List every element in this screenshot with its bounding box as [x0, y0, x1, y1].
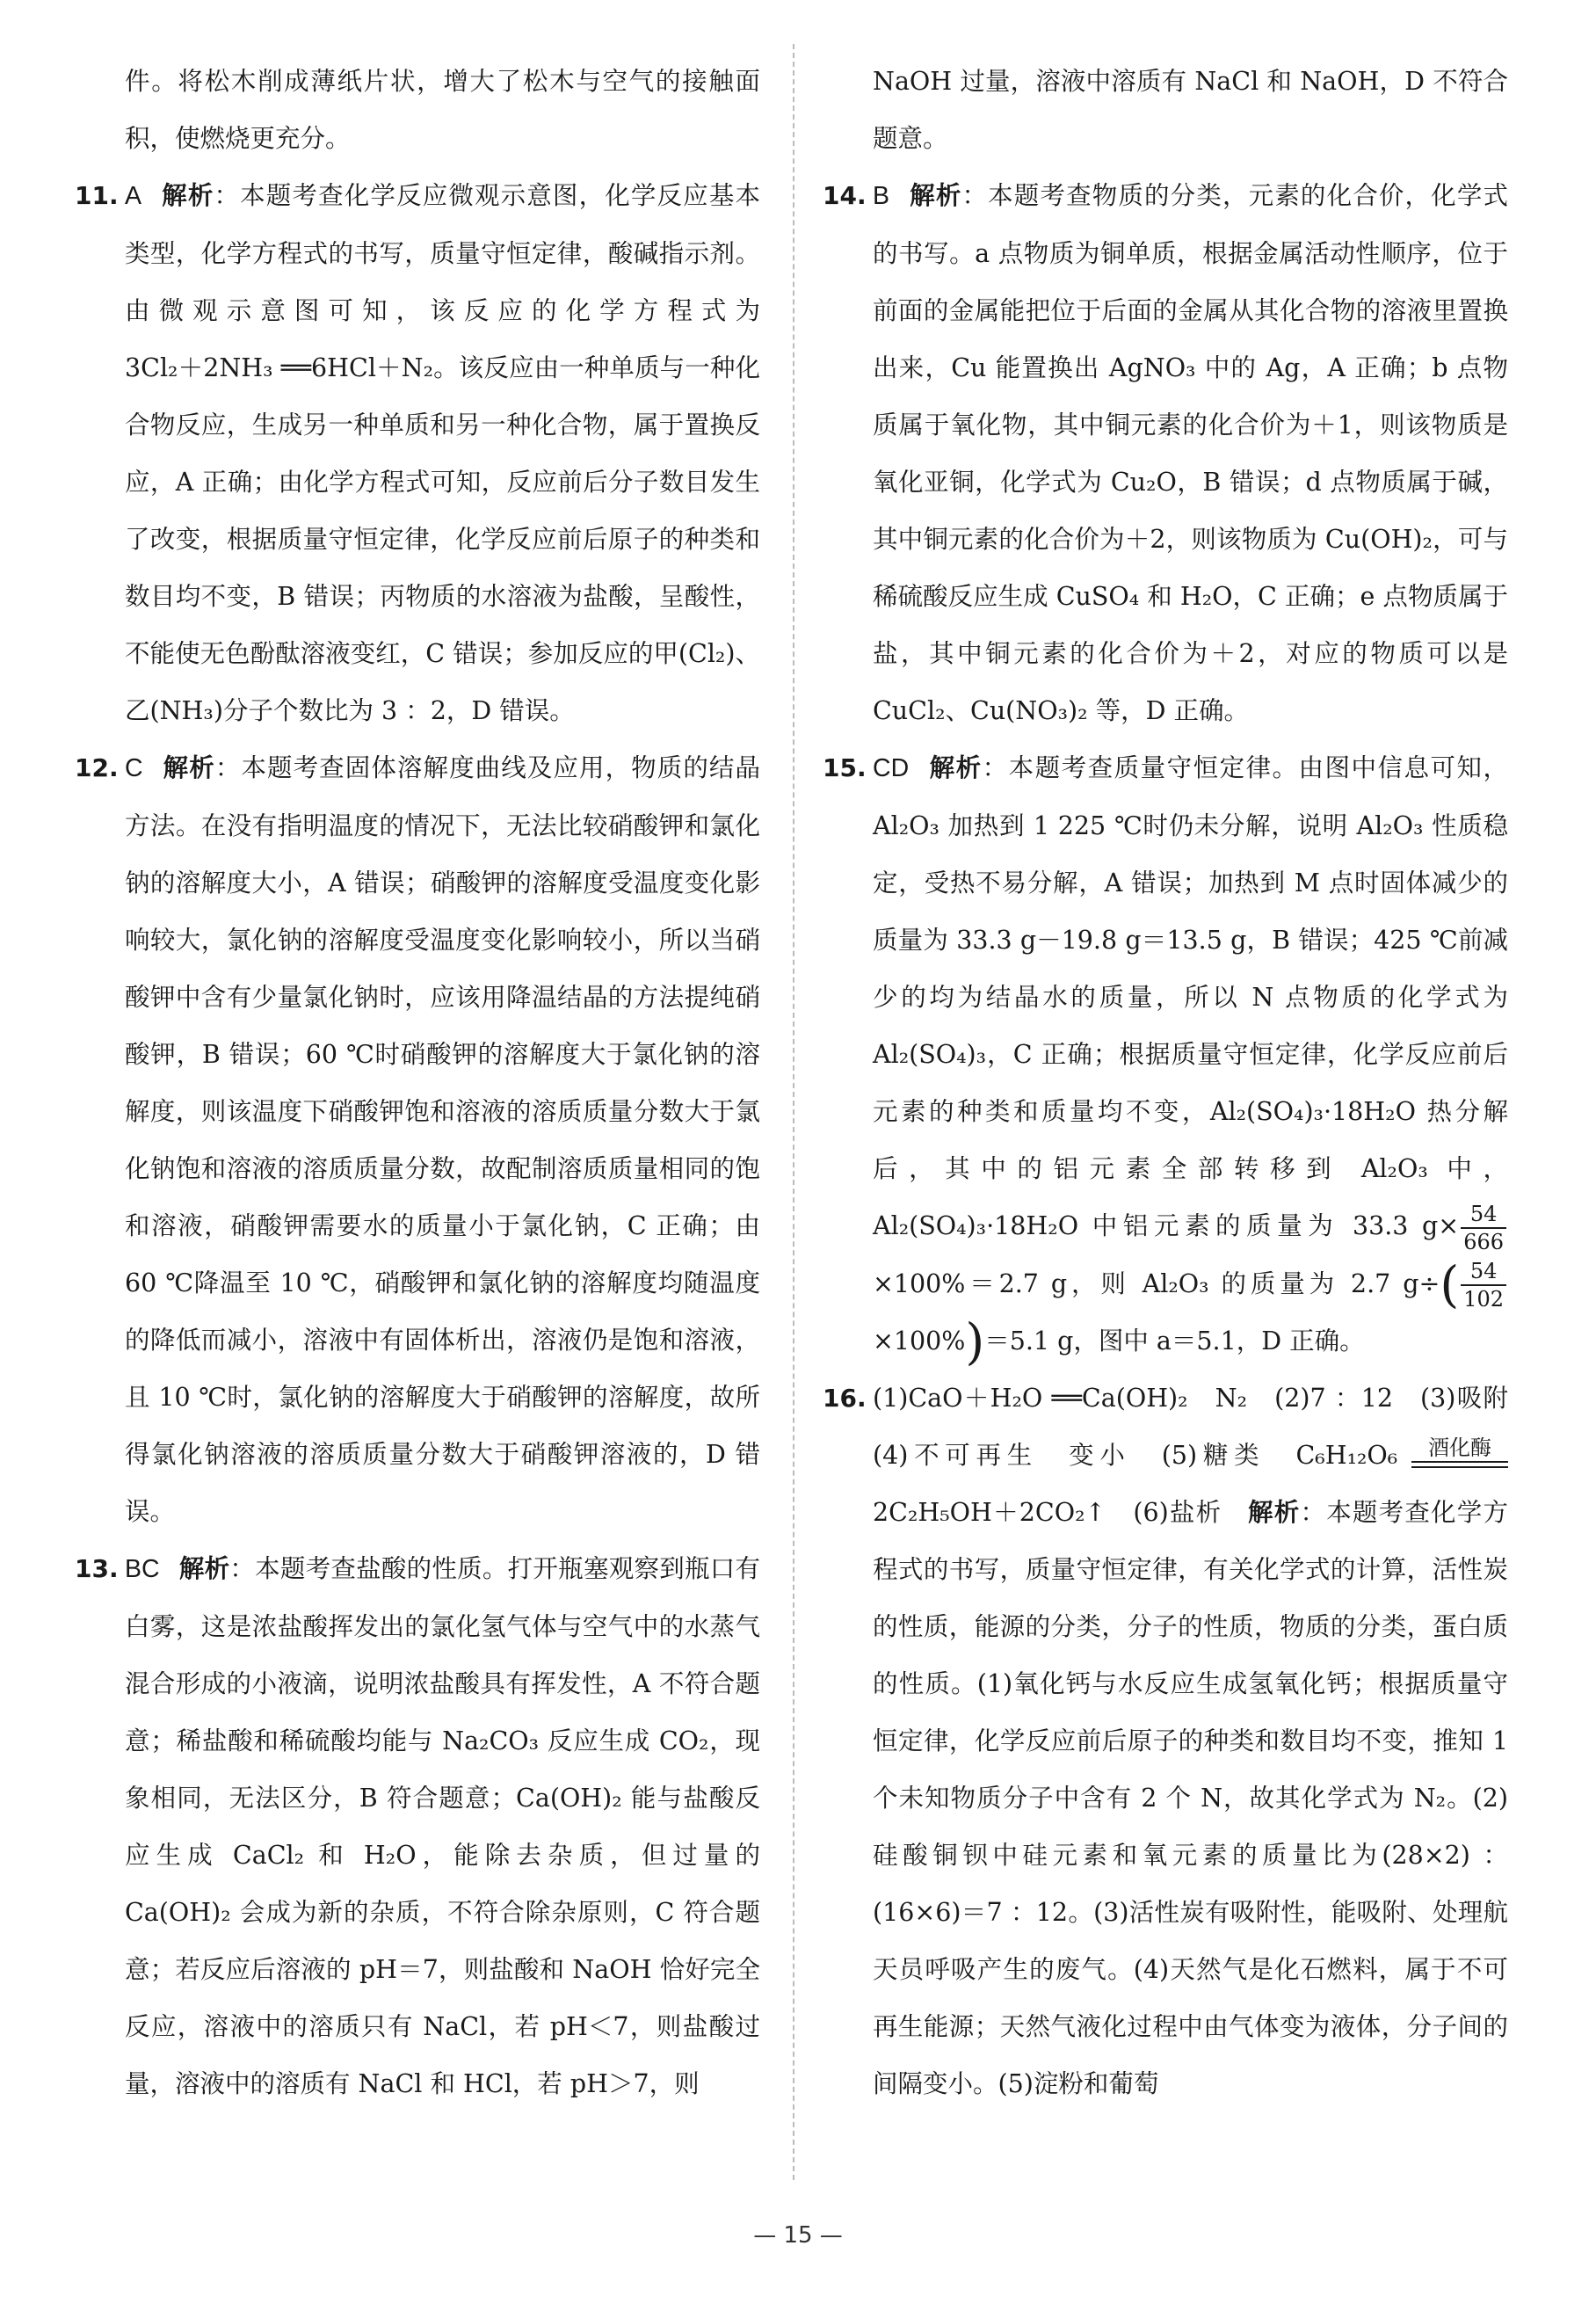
column-divider: [793, 44, 794, 2180]
analysis-label: 解析 ：: [179, 1553, 256, 1583]
analysis-label: 解析 ：: [161, 180, 240, 210]
left-column: [75, 53, 760, 2112]
answer-text: 2C₂H₅OH＋2CO₂↑ (6)盐析: [873, 1498, 1249, 1527]
question-12: [75, 739, 760, 1540]
analysis-text: ＝5.1 g，图中 a＝5.1，D 正确。: [984, 1326, 1365, 1356]
reaction-condition: [1411, 1436, 1508, 1484]
chemical-equation: 3Cl₂＋2NH₃ ══6HCl＋N₂: [125, 353, 434, 382]
analysis-label: 解析 ：: [928, 752, 1008, 782]
analysis-label: 解析 ：: [909, 180, 988, 210]
analysis-text: 本题考查固体溶解度曲线及应用，物质的结晶方法。在没有指明温度的情况下，无法比较硝酸钾和氯化钠的溶解度大小，A 错误；硝酸钾的溶解度受温度变化影响较大，氯化钠的溶解度受温度变化影响较小，所以当硝酸钾中含有少量氯化钠时，应该用降温结晶的方法提纯硝酸钾，B 错误；60 ℃时硝酸钾的溶解度大于氯化钠的溶解度，则该温度下硝酸钾饱和溶液的溶质质量分数大于氯化钠饱和溶液的溶质质量分数，故配制溶质质量相同的饱和溶液，硝酸钾需要水的质量小于氯化钠，C 正确；由 60 ℃降温至 10 ℃，硝酸钾和氯化钠的溶解度均随温度的降低而减小，溶液中有固体析出，溶液仍是饱和溶液，且 10 ℃时，氯化钠的溶解度大于硝酸钾的溶解度，故所得氯化钠溶液的溶质质量分数大于硝酸钾溶液的，D 错误。: [125, 753, 760, 1526]
question-number: 13.: [75, 1554, 119, 1583]
analysis-text: ×100%: [873, 1326, 966, 1356]
answer-key: B: [873, 182, 890, 210]
analysis-text: 本题考查化学方程式的书写，质量守恒定律，有关化学式的计算，活性炭的性质，能源的分类，分子的性质，物质的分类，蛋白质的性质。(1)氧化钙与水反应生成氢氧化钙；根据质量守恒定律，化学反应前后原子的种类和数目均不变，推知 1 个未知物质分子中含有 2 个 N，故其化学式为 N₂。(2)硅酸铜钡中硅元素和氧元素的质量比为(28×2) ：(16×6)＝7 ：12。(3)活性炭有吸附性，能吸附、处理航天员呼吸产生的废气。(4)天然气是化石燃料，属于不可再生能源；天然气液化过程中由气体变为液体，分子间的间隔变小。(5)淀粉和葡萄: [873, 1498, 1508, 2098]
answer-key: C: [125, 754, 143, 782]
analysis-text: 本题考查盐酸的性质。打开瓶塞观察到瓶口有白雾，这是浓盐酸挥发出的氯化氢气体与空气中的水蒸气混合形成的小液滴，说明浓盐酸具有挥发性，A 不符合题意；稀盐酸和稀硫酸均能与 Na₂CO₃ 反应生成 CO₂，现象相同，无法区分，B 符合题意；Ca(OH)₂ 能与盐酸反应生成 CaCl₂ 和 H₂O，能除去杂质，但过量的 Ca(OH)₂ 会成为新的杂质，不符合除杂原则，C 符合题意；若反应后溶液的 pH＝7，则盐酸和 NaOH 恰好完全反应，溶液中的溶质只有 NaCl，若 pH＜7，则盐酸过量，溶液中的溶质有 NaCl 和 HCl，若 pH＞7，则: [125, 1554, 760, 2098]
left-paren: (: [1440, 1256, 1460, 1313]
right-paren: ): [965, 1313, 985, 1371]
q10-continuation: 件。将松木削成薄纸片状，增大了松木与空气的接触面积，使燃烧更充分。: [125, 67, 760, 153]
analysis-text: ×100%＝2.7 g，则 Al₂O₃ 的质量为 2.7 g÷: [873, 1268, 1440, 1298]
question-number: 14.: [823, 181, 867, 210]
answer-key: A: [125, 182, 142, 210]
page-number: 15: [783, 2222, 813, 2249]
question-number: 11.: [75, 181, 119, 210]
analysis-text: 本题考查化学反应微观示意图，化学反应基本类型，化学方程式的书写，质量守恒定律，酸碱指示剂。由微观示意图可知，该反应的化学方程式为: [125, 181, 760, 325]
page-footer: — 15 —: [753, 2222, 843, 2249]
question-16: [823, 1370, 1534, 2112]
analysis-label: 解析 ：: [163, 752, 242, 782]
q13-continuation: NaOH 过量，溶液中溶质有 NaCl 和 NaOH，D 不符合题意。: [873, 67, 1508, 153]
question-number: 16.: [823, 1384, 867, 1413]
answer-key: CD: [873, 754, 910, 782]
fraction-denominator: 666: [1461, 1227, 1506, 1255]
analysis-text: 本题考查物质的分类，元素的化合价，化学式的书写。a 点物质为铜单质，根据金属活动性顺序，位于前面的金属能把位于后面的金属从其化合物的溶液里置换出来，Cu 能置换出 AgNO₃ 中的 Ag，A 正确；b 点物质属于氧化物，其中铜元素的化合价为＋1，则该物质是氧化亚铜，化学式为 Cu₂O，B 错误；d 点物质属于碱，其中铜元素的化合价为＋2，则该物质为 Cu(OH)₂，可与稀硫酸反应生成 CuSO₄ 和 H₂O，C 正确；e 点物质属于盐，其中铜元素的化合价为＋2，对应的物质可以是 CuCl₂、Cu(NO₃)₂ 等，D 正确。: [873, 181, 1508, 725]
analysis-label: 解析 ：: [1248, 1497, 1326, 1527]
answer-text: (1)CaO＋H₂O ══Ca(OH)₂ N₂ (2)7 ：12 (3)吸附 (4)不可再生 变小 (5)糖类 C₆H₁₂O₆: [873, 1384, 1534, 1470]
condition-label: 酒化酶: [1428, 1435, 1491, 1460]
answer-key: BC: [125, 1555, 160, 1583]
analysis-text: 本题考查质量守恒定律。由图中信息可知，Al₂O₃ 加热到 1 225 ℃时仍未分解，说明 Al₂O₃ 性质稳定，受热不易分解，A 错误；加热到 M 点时固体减少的质量为 33.3 g－19.8 g＝13.5 g，B 错误；425 ℃前减少的均为结晶水的质量，所以 N 点物质的化学式为 Al₂(SO₄)₃，C 正确；根据质量守恒定律，化学反应前后元素的种类和质量均不变，Al₂(SO₄)₃·18H₂O 热分解后，其中的铝元素全部转移到 Al₂O₃ 中，Al₂(SO₄)₃·18H₂O 中铝元素的质量为 33.3 g×: [873, 753, 1508, 1240]
fraction-denominator: 102: [1461, 1284, 1506, 1312]
analysis-text: 。该反应由一种单质与一种化合物反应，生成另一种单质和另一种化合物，属于置换反应，A 正确；由化学方程式可知，反应前后分子数目发生了改变，根据质量守恒定律，化学反应前后原子的种类和数目均不变，B 错误；丙物质的水溶液为盐酸，呈酸性，不能使无色酚酞溶液变红，C 错误；参加反应的甲(Cl₂)、乙(NH₃)分子个数比为 3 ：2，D 错误。: [125, 353, 760, 725]
fraction-numerator: 54: [1469, 1259, 1498, 1283]
question-number: 15.: [823, 753, 867, 782]
question-15: [823, 739, 1508, 1370]
right-column: [823, 53, 1534, 2112]
fraction-numerator: 54: [1469, 1201, 1498, 1226]
question-number: 12.: [75, 753, 119, 782]
question-14: [823, 167, 1508, 739]
equals-sign: [1411, 1461, 1508, 1468]
question-11: [75, 167, 760, 739]
question-13: [75, 1540, 760, 2112]
fraction: [1461, 1258, 1506, 1312]
fraction: [1461, 1201, 1506, 1255]
